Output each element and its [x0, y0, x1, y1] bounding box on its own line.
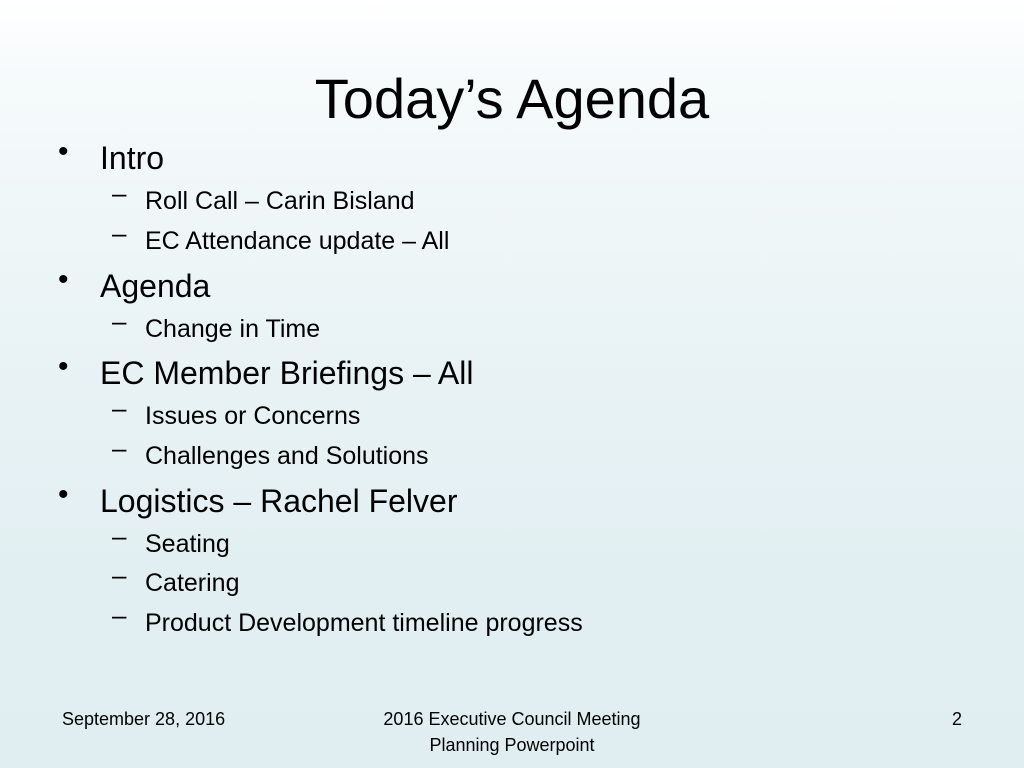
sub-item-label: Issues or Concerns: [145, 402, 361, 430]
sub-item-label: Change in Time: [145, 315, 321, 343]
footer-date: September 28, 2016: [62, 709, 226, 729]
dash-icon: –: [112, 218, 127, 248]
dash-icon: –: [112, 600, 127, 630]
dash-icon: –: [112, 393, 127, 423]
sub-item: [0, 521, 1024, 560]
sub-item: [0, 178, 1024, 217]
sub-item-label: Catering: [145, 569, 240, 597]
bullet-label: Logistics – Rachel Felver: [100, 483, 458, 519]
slide-title: Today’s Agenda: [314, 67, 710, 130]
bullet-label: Intro: [100, 140, 165, 176]
dash-icon: –: [112, 433, 127, 463]
sub-item-label: Seating: [145, 530, 230, 558]
sub-item: [0, 600, 1024, 639]
bullet-item-intro: [0, 135, 1024, 178]
bullet-item-logistics: [0, 478, 1024, 521]
bullet-icon: •: [58, 350, 69, 383]
bullet-icon: •: [58, 263, 69, 296]
footer-title-line-2: Planning Powerpoint: [429, 735, 595, 755]
sub-item: [0, 218, 1024, 257]
sub-item: [0, 433, 1024, 472]
bullet-icon: •: [58, 135, 69, 168]
bullet-item-agenda: [0, 263, 1024, 306]
sub-item-label: Product Development timeline progress: [145, 609, 583, 637]
bullet-label: Agenda: [100, 268, 211, 304]
bullet-icon: •: [58, 478, 69, 511]
footer-presentation-title: [360, 706, 664, 758]
sub-item: [0, 393, 1024, 432]
footer-title-line-1: 2016 Executive Council Meeting: [383, 709, 641, 729]
sub-item-label: Challenges and Solutions: [145, 442, 429, 470]
dash-icon: –: [112, 178, 127, 208]
dash-icon: –: [112, 560, 127, 590]
slide-number: 2: [951, 709, 962, 729]
bullet-item-ec-member-briefings: [0, 350, 1024, 393]
sub-item: [0, 560, 1024, 599]
sub-item-label: Roll Call – Carin Bisland: [145, 187, 415, 215]
bullet-label: EC Member Briefings – All: [100, 355, 474, 391]
dash-icon: –: [112, 306, 127, 336]
sub-item-label: EC Attendance update – All: [145, 227, 450, 255]
sub-item: [0, 306, 1024, 345]
dash-icon: –: [112, 521, 127, 551]
